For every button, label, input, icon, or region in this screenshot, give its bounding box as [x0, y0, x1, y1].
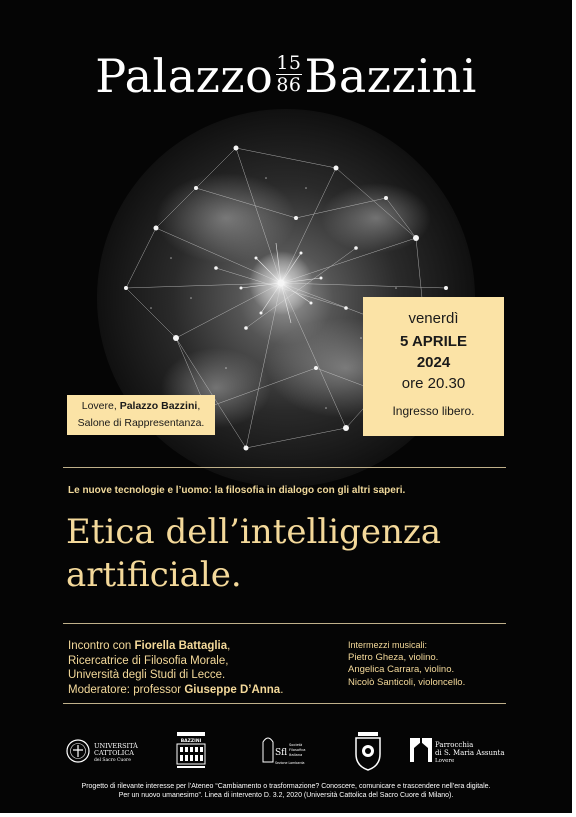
title-word-bazzini: Bazzini: [304, 49, 477, 103]
cattolica-line-1: UNIVERSITÀ: [94, 742, 138, 750]
sfi-line-2: Filosofica: [289, 748, 306, 752]
moderator-line: Moderatore: professor Giuseppe D’Anna.: [68, 683, 284, 696]
divider-bottom: [63, 703, 506, 704]
title-word-palazzo: Palazzo: [95, 49, 274, 103]
bazzini-building-icon: [172, 728, 212, 774]
footer-line-2: Per un nuovo umanesimo”. Linea di intervento D. 3.2, 2020 (Università Cattolica del Sacro Cuore di Milano).: [118, 792, 454, 799]
founding-year: [276, 53, 301, 95]
year-bottom: 86: [276, 74, 302, 96]
event-date-box: [363, 297, 504, 436]
bazzini-mark-text: BAZZINI: [180, 739, 202, 744]
sfi-line-4: Sezione Lombarda: [275, 761, 305, 765]
parrocchia-logo: [408, 728, 520, 774]
location-line-1: Lovere, Palazzo Bazzini,: [81, 400, 201, 412]
crest-icon: [350, 728, 386, 774]
event-title-line-2: artificiale.: [66, 555, 242, 595]
performer-2: Angelica Carrara, violino.: [348, 664, 455, 675]
event-title-line-1: Etica dell’intelligenza: [66, 512, 442, 552]
admission-note: Ingresso libero.: [392, 404, 475, 418]
speaker-role: Ricercatrice di Filosofia Morale,: [68, 654, 229, 667]
event-year: 2024: [416, 354, 451, 371]
performer-3: Nicolò Santicoli, violoncello.: [348, 676, 466, 688]
event-date: 5 APRILE: [400, 333, 467, 350]
cattolica-line-3: del Sacro Cuore: [94, 758, 131, 763]
church-icon: [408, 728, 520, 774]
venue-title: [0, 42, 572, 106]
project-footer: [20, 782, 552, 800]
lovere-crest-logo: [350, 728, 386, 774]
divider-middle: [63, 623, 506, 624]
event-time: ore 20.30: [401, 375, 466, 392]
speaker-university: Università degli Studi di Lecce.: [68, 669, 226, 681]
divider-top: [63, 467, 506, 468]
venue-name: Palazzo Bazzini: [119, 400, 198, 412]
footer-line-1: Progetto di rilevante interesse per l’Ateneo “Cambiamento o trasformazione? Conoscere, comunicare e trascendere nell’era digitale.: [81, 783, 491, 790]
location-line-2: Salone di Rappresentanza.: [77, 417, 205, 429]
sfi-emblem-icon: [255, 728, 315, 774]
cattolica-seal-icon: [64, 728, 154, 774]
parrocchia-line-2: di S. Maria Assunta: [435, 749, 505, 757]
speaker-name: Fiorella Battaglia: [134, 640, 228, 652]
cattolica-logo: [64, 728, 154, 774]
sfi-line-3: Italiana: [289, 753, 303, 757]
performer-1: Pietro Gheza, violino.: [348, 651, 439, 663]
event-day: venerdì: [408, 310, 459, 327]
speaker-line: Incontro con Fiorella Battaglia,: [68, 640, 231, 652]
speaker-info: [68, 639, 283, 697]
bazzini-logo: [172, 728, 212, 774]
parrocchia-line-1: Parrocchia: [435, 741, 474, 749]
year-top: 15: [276, 52, 302, 74]
cattolica-line-2: CATTOLICA: [94, 749, 134, 757]
sfi-line-1: Società: [289, 743, 303, 747]
event-title: [66, 511, 441, 597]
sfi-logo: [255, 728, 315, 774]
music-info: [348, 639, 465, 689]
sfi-mark-text: Sfl: [275, 748, 288, 758]
music-heading: Intermezzi musicali:: [348, 640, 428, 650]
location-box: [67, 395, 215, 435]
parrocchia-line-3: Lovere: [435, 758, 455, 764]
moderator-name: Giuseppe D’Anna: [184, 683, 281, 696]
event-subtitle: Le nuove tecnologie e l’uomo: la filosofia in dialogo con gli altri saperi.: [68, 485, 406, 496]
sponsor-logos: [0, 728, 572, 774]
